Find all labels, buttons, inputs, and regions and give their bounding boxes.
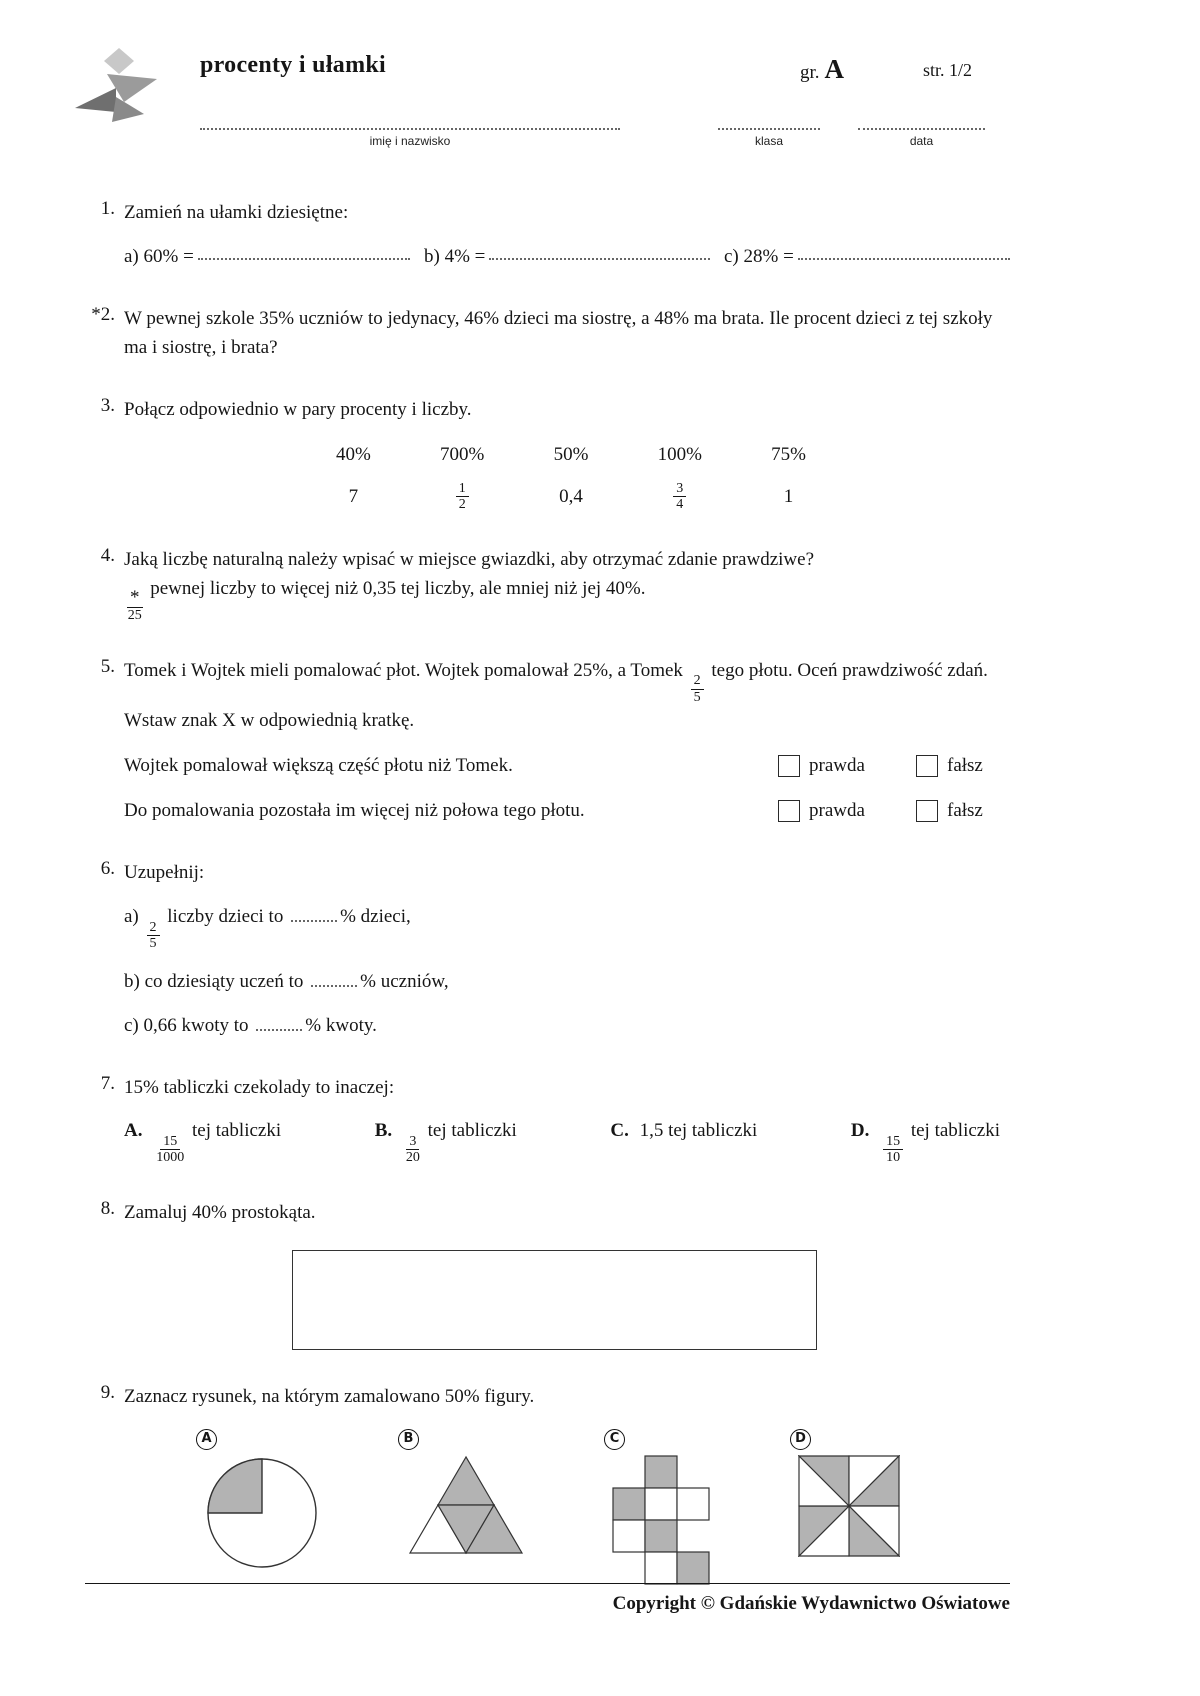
figure-C-label: C bbox=[604, 1429, 625, 1450]
fraction-numerator: 2 bbox=[147, 921, 160, 937]
match-pairs bbox=[336, 440, 806, 513]
question-9 bbox=[85, 1382, 1010, 1587]
footer bbox=[85, 1583, 1010, 1615]
question-5-prompt-before: Tomek i Wojtek mieli pomalować płot. Wojtek pomalował 25%, a Tomek bbox=[124, 659, 683, 681]
question-6-item-b bbox=[124, 967, 1010, 996]
fraction-numerator: 3 bbox=[406, 1135, 419, 1151]
date-field-label: data bbox=[909, 134, 934, 148]
answer-item-a bbox=[124, 242, 410, 271]
option-B-fraction bbox=[406, 1135, 420, 1166]
fraction-numerator: 1 bbox=[456, 482, 469, 498]
option-D-letter: D. bbox=[850, 1120, 870, 1142]
answer-blank-b[interactable] bbox=[489, 242, 710, 260]
statement-1-text: Wojtek pomalował większą część płotu niż Tomek. bbox=[124, 754, 513, 776]
item-a-suffix: % dzieci, bbox=[340, 906, 411, 928]
question-7-options bbox=[124, 1116, 1010, 1166]
statement-1-true-checkbox[interactable] bbox=[778, 755, 800, 777]
item-a-blank[interactable] bbox=[291, 907, 337, 922]
fraction-numerator: 15 bbox=[883, 1135, 903, 1151]
name-field-label: imię i nazwisko bbox=[369, 134, 451, 148]
item-b-suffix: % uczniów, bbox=[360, 971, 449, 993]
gwo-logo-icon bbox=[71, 48, 163, 130]
question-1 bbox=[85, 198, 1010, 272]
square-eighths-figure bbox=[798, 1455, 900, 1557]
question-8 bbox=[85, 1198, 1010, 1349]
question-6-prompt: Uzupełnij: bbox=[124, 861, 205, 883]
figure-options bbox=[124, 1429, 1010, 1587]
question-9-number: 9. bbox=[100, 1381, 115, 1403]
option-A-letter: A. bbox=[124, 1120, 143, 1142]
question-6-item-c bbox=[124, 1011, 1010, 1040]
question-6 bbox=[85, 858, 1010, 1041]
answer-label-a: a) 60% = bbox=[124, 246, 194, 268]
item-b-blank[interactable] bbox=[311, 972, 357, 987]
false-label: fałsz bbox=[947, 800, 983, 822]
percent-item[interactable]: 700% bbox=[440, 444, 485, 466]
match-column-4 bbox=[658, 440, 702, 513]
question-3-prompt: Połącz odpowiednio w pary procenty i liczby. bbox=[124, 398, 472, 420]
fraction-denominator: 5 bbox=[149, 936, 157, 952]
group-prefix: gr. bbox=[800, 62, 820, 83]
questions-area bbox=[85, 198, 1010, 1619]
option-B-text: tej tabliczki bbox=[427, 1120, 517, 1142]
answer-blank-c[interactable] bbox=[798, 242, 1010, 260]
percent-item[interactable]: 40% bbox=[336, 444, 371, 466]
option-D-fraction bbox=[883, 1135, 903, 1166]
question-8-prompt: Zamaluj 40% prostokąta. bbox=[124, 1202, 316, 1224]
date-field bbox=[858, 116, 985, 148]
item-a-prefix: a) bbox=[124, 906, 139, 928]
statement-1-false-option bbox=[916, 751, 1010, 780]
fraction-denominator: 10 bbox=[886, 1150, 901, 1166]
figure-A[interactable] bbox=[196, 1429, 320, 1571]
question-3-number: 3. bbox=[100, 394, 115, 416]
question-1-prompt: Zamień na ułamki dziesiętne: bbox=[124, 202, 349, 223]
match-column-2 bbox=[440, 440, 484, 513]
squares-polyomino-figure bbox=[612, 1455, 712, 1587]
copyright-text: Copyright © Gdańskie Wydawnictwo Oświatowe bbox=[612, 1593, 1010, 1614]
statement-row-2 bbox=[124, 796, 1010, 825]
page-number: str. 1/2 bbox=[923, 60, 973, 80]
circle-quarter-shaded-figure bbox=[204, 1455, 320, 1571]
statement-2-true-option bbox=[778, 796, 898, 825]
figure-B[interactable] bbox=[398, 1429, 526, 1557]
option-A[interactable] bbox=[124, 1116, 281, 1166]
figure-D[interactable] bbox=[790, 1429, 900, 1557]
false-label: fałsz bbox=[947, 754, 983, 776]
option-A-text: tej tabliczki bbox=[191, 1120, 282, 1142]
match-column-1 bbox=[336, 440, 371, 513]
question-5 bbox=[85, 656, 1010, 826]
question-3 bbox=[85, 395, 1010, 513]
question-8-number: 8. bbox=[100, 1198, 115, 1220]
two-fifths-fraction bbox=[691, 674, 704, 705]
question-2 bbox=[85, 304, 1010, 363]
statement-2-text: Do pomalowania pozostała im więcej niż połowa tego płotu. bbox=[124, 800, 585, 822]
value-item[interactable]: 1 bbox=[783, 485, 794, 507]
answer-item-c bbox=[724, 242, 1010, 271]
question-5-prompt-after: tego płotu. Oceń prawdziwość zdań. Wstaw znak X w odpowiednią kratkę. bbox=[124, 659, 988, 731]
name-field bbox=[200, 116, 620, 148]
star-fraction-numerator[interactable]: * bbox=[127, 591, 143, 608]
group-label bbox=[800, 54, 844, 85]
figure-D-label: D bbox=[790, 1429, 811, 1450]
fraction-denominator: 2 bbox=[458, 497, 466, 513]
header bbox=[85, 0, 1010, 190]
item-b-text: b) co dziesiąty uczeń to bbox=[124, 971, 304, 993]
statement-1-true-option bbox=[778, 751, 898, 780]
item-c-text: c) 0,66 kwoty to bbox=[124, 1015, 249, 1037]
option-C-text: tej tabliczki bbox=[668, 1120, 758, 1142]
figure-B-label: B bbox=[398, 1429, 419, 1450]
star-fraction-denominator: 25 bbox=[127, 608, 142, 624]
value-item-fraction[interactable] bbox=[673, 482, 686, 513]
option-D[interactable] bbox=[851, 1116, 1000, 1166]
shade-rectangle[interactable] bbox=[292, 1250, 817, 1350]
figure-A-label: A bbox=[196, 1429, 217, 1450]
item-c-blank[interactable] bbox=[256, 1016, 302, 1031]
statement-2-true-checkbox[interactable] bbox=[778, 800, 800, 822]
question-4-prompt: Jaką liczbę naturalną należy wpisać w miejsce gwiazdki, aby otrzymać zdanie prawdziwe? bbox=[124, 549, 815, 570]
figure-C[interactable] bbox=[604, 1429, 712, 1587]
item-c-suffix: % kwoty. bbox=[305, 1015, 377, 1037]
answer-item-b bbox=[424, 242, 710, 271]
gwo-logo bbox=[71, 48, 163, 136]
true-label: prawda bbox=[809, 800, 865, 822]
worksheet-title: procenty i ułamki bbox=[200, 52, 387, 78]
option-D-text: tej tabliczki bbox=[910, 1120, 1000, 1142]
option-C-value: 1,5 bbox=[639, 1120, 664, 1142]
fraction-denominator: 4 bbox=[676, 497, 684, 513]
statement-2-false-option bbox=[916, 796, 1010, 825]
percent-item[interactable]: 100% bbox=[657, 444, 702, 466]
name-input-line[interactable] bbox=[200, 116, 620, 130]
option-C[interactable] bbox=[610, 1116, 757, 1166]
two-fifths-fraction bbox=[147, 921, 160, 952]
question-5-number: 5. bbox=[100, 655, 115, 677]
option-A-fraction bbox=[156, 1135, 184, 1166]
question-2-prompt: W pewnej szkole 35% uczniów to jedynacy, 46% dzieci ma siostrę, a 48% ma brata. Ile procent dzieci z tej szkoły ma i siostrę, i brata? bbox=[124, 307, 993, 359]
class-field-label: klasa bbox=[754, 134, 783, 148]
option-C-letter: C. bbox=[610, 1120, 629, 1142]
fraction-numerator: 3 bbox=[673, 482, 686, 498]
date-input-line[interactable] bbox=[858, 116, 985, 130]
question-4-sentence bbox=[124, 574, 1010, 623]
fraction-numerator: 15 bbox=[160, 1135, 180, 1151]
question-4-number: 4. bbox=[100, 545, 115, 566]
fraction-denominator: 5 bbox=[693, 689, 701, 705]
question-1-answers bbox=[124, 242, 1010, 271]
answer-blank-a[interactable] bbox=[198, 242, 410, 260]
fraction-denominator: 1000 bbox=[156, 1150, 185, 1166]
question-9-prompt: Zaznacz rysunek, na którym zamalowano 50% figury. bbox=[124, 1385, 535, 1407]
question-5-prompt bbox=[124, 656, 1010, 735]
fraction-denominator: 20 bbox=[405, 1150, 420, 1166]
triangle-figure bbox=[406, 1455, 526, 1557]
fraction-numerator: 2 bbox=[691, 674, 704, 690]
question-7-number: 7. bbox=[100, 1072, 115, 1094]
statement-1-false-checkbox[interactable] bbox=[916, 755, 938, 777]
question-7-prompt: 15% tabliczki czekolady to inaczej: bbox=[124, 1076, 395, 1098]
option-B[interactable] bbox=[375, 1116, 517, 1166]
value-item-fraction[interactable] bbox=[456, 482, 469, 513]
percent-item[interactable]: 75% bbox=[771, 444, 806, 466]
option-B-letter: B. bbox=[374, 1120, 393, 1142]
value-item[interactable]: 7 bbox=[348, 485, 359, 507]
question-4-sentence-text: pewnej liczby to więcej niż 0,35 tej liczby, ale mniej niż jej 40%. bbox=[150, 578, 646, 600]
value-item[interactable]: 0,4 bbox=[559, 485, 583, 507]
answer-label-b: b) 4% = bbox=[424, 246, 486, 268]
answer-label-c: c) 28% = bbox=[724, 246, 794, 268]
question-2-number: *2. bbox=[91, 303, 115, 325]
group-letter: A bbox=[824, 54, 845, 84]
question-4 bbox=[85, 545, 1010, 624]
star-fraction bbox=[127, 586, 143, 624]
question-6-number: 6. bbox=[100, 857, 115, 879]
question-7 bbox=[85, 1073, 1010, 1166]
class-input-line[interactable] bbox=[718, 116, 820, 130]
item-a-text: liczby dzieci to bbox=[167, 906, 284, 928]
question-6-item-a bbox=[124, 902, 1010, 952]
match-column-3 bbox=[554, 440, 589, 513]
true-label: prawda bbox=[809, 754, 865, 776]
statement-row-1 bbox=[124, 751, 1010, 780]
class-field bbox=[718, 116, 820, 148]
question-1-number: 1. bbox=[100, 198, 115, 219]
statement-2-false-checkbox[interactable] bbox=[916, 800, 938, 822]
match-column-5 bbox=[771, 440, 806, 513]
percent-item[interactable]: 50% bbox=[553, 444, 589, 466]
